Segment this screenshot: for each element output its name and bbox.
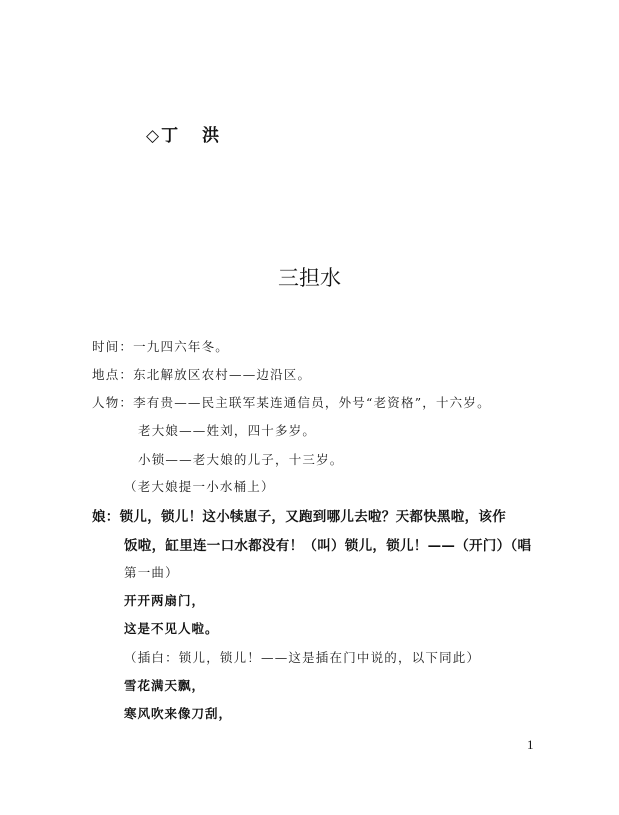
character-old-lady: 老大娘——姓刘，四十多岁。 <box>138 423 317 438</box>
characters-line: 人物：李有贵——民主联军某连通信员，外号“老资格”，十六岁。 <box>92 395 491 410</box>
diamond-icon: ◇ <box>146 126 162 146</box>
character-xiaosuo: 小锁——老大娘的儿子，十三岁。 <box>138 452 344 467</box>
time-line: 时间：一九四六年冬。 <box>92 339 230 354</box>
verse-1: 开开两扇门， <box>124 593 206 608</box>
place-line: 地点：东北解放区农村——边沿区。 <box>92 367 312 382</box>
dialogue-line-2: 饭啦，缸里连一口水都没有！（叫）锁儿，锁儿！——（开门）（唱 <box>124 538 532 554</box>
aside-note: （插白：锁儿，锁儿！——这是插在门中说的，以下同此） <box>124 650 481 665</box>
author-name <box>146 121 221 146</box>
author-given-name: 洪 <box>202 126 222 146</box>
verse-2: 这是不见人啦。 <box>124 621 219 636</box>
verse-3: 雪花满天飘， <box>124 678 206 693</box>
author-surname: 丁 <box>161 126 181 146</box>
play-title: 三担水 <box>278 266 341 290</box>
dialogue-line-3: 第一曲） <box>124 565 179 580</box>
page-number: 1 <box>527 737 534 752</box>
dialogue-line-1: 娘：锁儿，锁儿！这小犊崽子，又跑到哪儿去啦？天都快黑啦，该作 <box>92 509 506 525</box>
verse-4: 寒风吹来像刀刮， <box>124 706 233 721</box>
stage-direction: （老大娘提一小水桶上） <box>124 479 275 494</box>
